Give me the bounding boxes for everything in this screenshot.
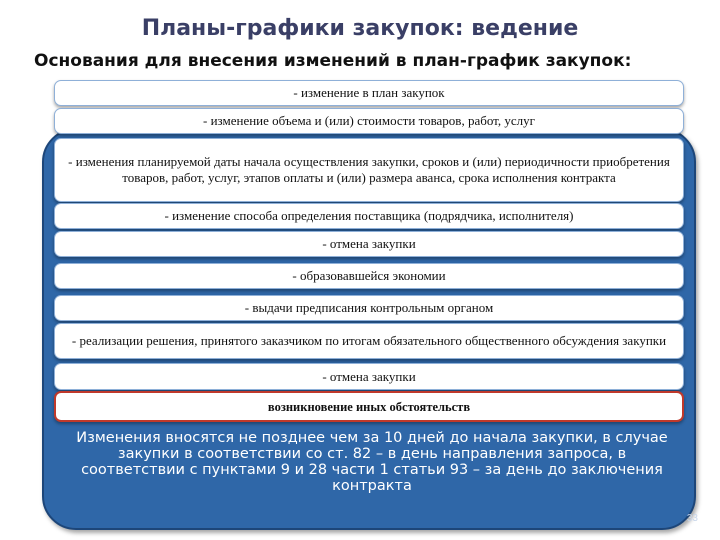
reason-item: - отмена закупки — [54, 363, 684, 390]
reason-item: - реализации решения, принятого заказчиком по итогам обязательного общественного обсуждения закупки — [54, 323, 684, 359]
reason-item: - образовавшейся экономии — [54, 263, 684, 289]
slide-title: Планы-графики закупок: ведение — [141, 16, 579, 41]
reason-item: - выдачи предписания контрольным органом — [54, 295, 684, 321]
deadline-note: Изменения вносятся не позднее чем за 10 дней до начала закупки, в случае закупки в соответствии со ст. 82 – в день направления запроса, в соответствии с пунктами 9 и 28 части 1 статьи 93 – за день до заключения контракта — [76, 430, 668, 494]
reason-item: - изменения планируемой даты начала осуществления закупки, сроков и (или) периодичности приобретения товаров, работ, услуг, этапов оплаты и (или) размера аванса, срока исполнения контракта — [54, 138, 684, 202]
reason-item-highlighted: возникновение иных обстоятельств — [54, 391, 684, 422]
reason-item: - изменение объема и (или) стоимости товаров, работ, услуг — [54, 108, 684, 134]
reason-item: - отмена закупки — [54, 231, 684, 257]
reason-item: - изменение в план закупок — [54, 80, 684, 106]
page-number: 33 — [686, 513, 698, 524]
reason-item: - изменение способа определения поставщика (подрядчика, исполнителя) — [54, 203, 684, 229]
slide-subtitle: Основания для внесения изменений в план-график закупок: — [34, 51, 632, 71]
